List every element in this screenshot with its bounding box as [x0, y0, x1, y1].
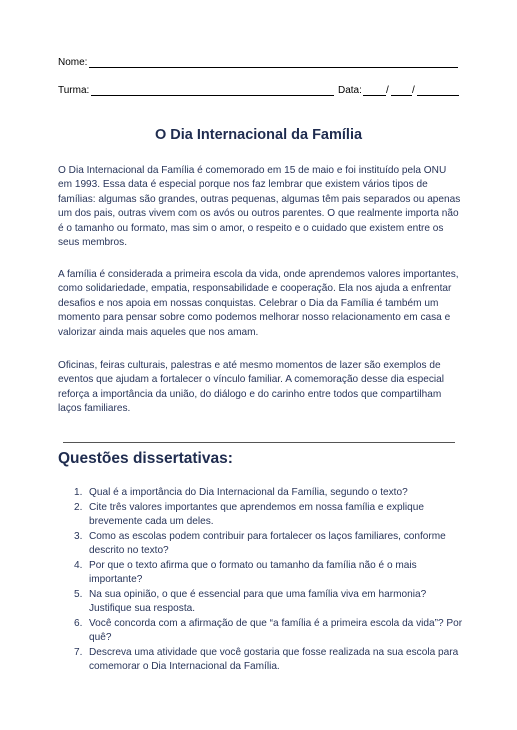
question-item	[58, 588, 463, 617]
section-divider	[63, 442, 455, 443]
date-separator: /	[386, 85, 389, 96]
date-day-blank[interactable]	[363, 95, 386, 96]
question-number: 3.	[74, 530, 83, 542]
question-text: Como as escolas podem contribuir para fortalecer os laços familiares, conforme descrito no texto?	[89, 530, 446, 556]
question-number: 7.	[74, 646, 83, 658]
date-year-blank[interactable]	[417, 95, 459, 96]
paragraph-2: A família é considerada a primeira escola da vida, onde aprendemos valores importantes, como solidariedade, empatia, responsabilidade e cooperação. Ela nos ajuda a enfrentar desafios e nos apoia em nossas conquistas. Celebrar o Dia da Família é também um momento para pensar sobre como podemos melhorar nosso relacionamento em casa e valorizar ainda mais aqueles que nos amam.	[58, 269, 459, 338]
question-item	[58, 486, 463, 501]
class-date-field	[58, 85, 460, 99]
question-number: 2.	[74, 501, 83, 513]
date-separator: /	[412, 85, 415, 96]
question-number: 4.	[74, 559, 83, 571]
date-label: Data:	[338, 85, 362, 96]
paragraph-1: O Dia Internacional da Família é comemorado em 15 de maio e foi instituído pela ONU em 1993. Essa data é especial porque nos faz lembrar que existem vários tipos de famílias: algumas são grandes, outras pequenas, algumas têm pais separados ou apenas um dos pais, outras vivem com os avós ou outros parentes. O que realmente importa não é o tamanho ou formato, mas sim o amor, o respeito e o cuidado que existem entre os seus membros.	[58, 165, 461, 249]
question-text: Descreva uma atividade que você gostaria que fosse realizada na sua escola para comemorar o Dia Internacional da Família.	[89, 646, 459, 672]
class-label: Turma:	[58, 85, 90, 96]
question-item	[58, 501, 463, 530]
question-number: 1.	[74, 487, 83, 498]
question-number: 6.	[74, 617, 83, 629]
question-text: Por que o texto afirma que o formato ou tamanho da família não é o mais importante?	[89, 559, 417, 585]
question-number: 5.	[74, 588, 83, 600]
class-blank-line[interactable]	[91, 95, 334, 96]
questions-heading: Questões dissertativas:	[58, 450, 233, 467]
question-text: Qual é a importância do Dia Internacional da Família, segundo o texto?	[89, 487, 408, 498]
question-text: Na sua opinião, o que é essencial para que uma família viva em harmonia? Justifique sua resposta.	[89, 588, 427, 614]
question-item	[58, 617, 463, 646]
question-text: Cite três valores importantes que aprendemos em nossa família e explique brevemente cada um deles.	[89, 501, 424, 527]
question-item	[58, 530, 463, 559]
question-text: Você concorda com a afirmação de que “a família é a primeira escola da vida”? Por quê?	[89, 617, 463, 643]
name-field	[58, 57, 460, 71]
date-month-blank[interactable]	[391, 95, 412, 96]
name-blank-line[interactable]	[89, 67, 458, 68]
paragraph-3: Oficinas, feiras culturais, palestras e até mesmo momentos de lazer são exemplos de eventos que ajudam a fortalecer o vínculo familiar. A comemoração desse dia especial reforça a importância da união, do diálogo e do carinho entre todos que compartilham laços familiares.	[58, 360, 445, 415]
question-item	[58, 646, 463, 675]
questions-list	[58, 486, 463, 675]
name-label: Nome:	[58, 57, 88, 68]
question-item	[58, 559, 463, 588]
document-title: O Dia Internacional da Família	[154, 127, 363, 143]
